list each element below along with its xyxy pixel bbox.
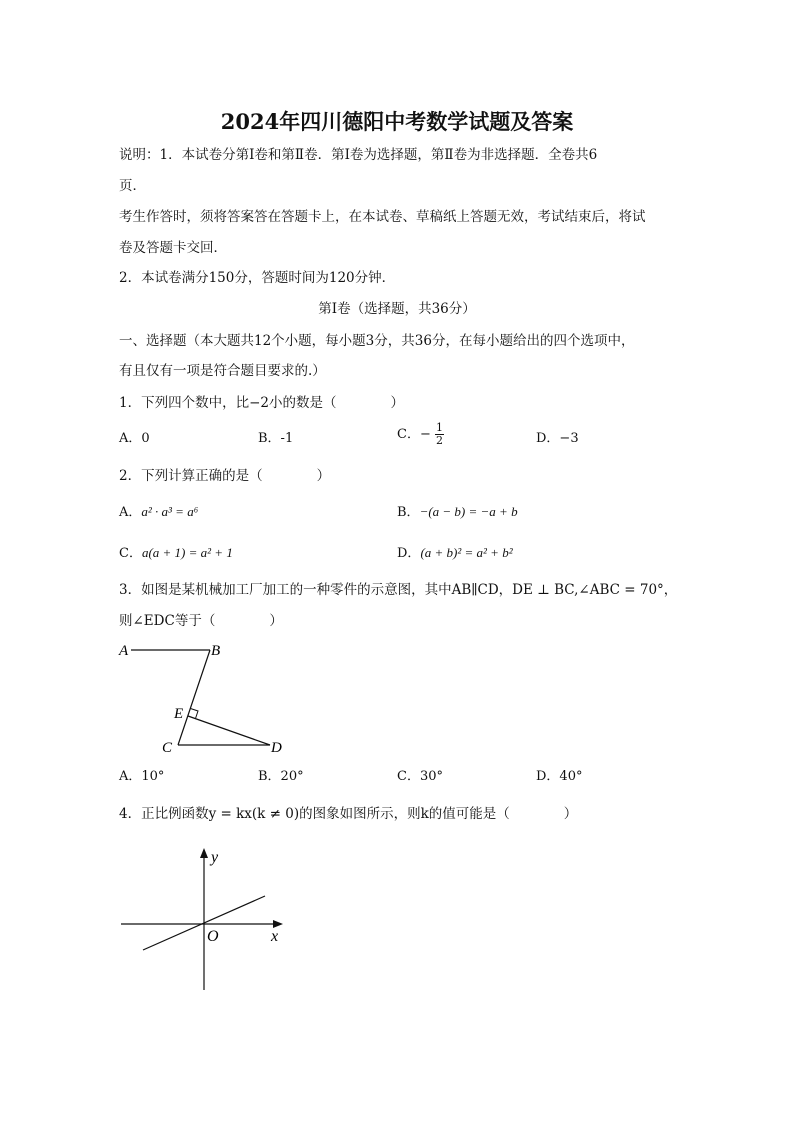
q2-option-b (397, 502, 518, 523)
q1-option-c-prefix: C．− (397, 427, 431, 442)
option-label: C． (119, 546, 142, 561)
option-expression: a(a + 1) = a² + 1 (141, 545, 233, 560)
label-c: C (162, 740, 173, 756)
label-origin: O (207, 928, 219, 945)
label-y: y (211, 849, 219, 866)
page-title: 2024年四川德阳中考数学试题及答案 (220, 109, 574, 134)
q1-option-d: D．−3 (536, 431, 579, 446)
instruction-line-1: 说明：1．本试卷分第Ⅰ卷和第Ⅱ卷．第Ⅰ卷为选择题，第Ⅱ卷为非选择题．全卷共6 (119, 147, 598, 163)
q2-option-c (119, 543, 233, 564)
option-expression: (a + b)² = a² + b² (420, 545, 513, 560)
option-label: D． (397, 546, 421, 561)
label-a: A (119, 643, 129, 659)
segment-ed (188, 716, 270, 745)
q3-stem-1: 3．如图是某机械加工厂加工的一种零件的示意图，其中AB∥CD，DE ⊥ BC,∠ABC = 70°， (119, 582, 678, 598)
q1-option-c (397, 422, 444, 447)
fraction-numerator: 1 (435, 421, 443, 434)
x-axis-arrow-icon (273, 920, 283, 928)
instruction-line-4: 卷及答题卡交回． (119, 240, 227, 256)
section-intro-1: 一、选择题（本大题共12个小题，每小题3分，共36分，在每小题给出的四个选项中， (119, 333, 635, 349)
section-title: 第Ⅰ卷（选择题，共36分） (318, 301, 476, 317)
label-b: B (211, 643, 221, 659)
instruction-line-5: 2．本试卷满分150分，答题时间为120分钟． (119, 270, 396, 286)
section-intro-2: 有且仅有一项是符合题目要求的.） (119, 363, 326, 379)
q1-option-c-fraction (435, 422, 444, 447)
fraction-denominator: 2 (435, 434, 443, 447)
segment-bc (178, 650, 210, 745)
q4-stem: 4．正比例函数y = kx(k ≠ 0)的图象如图所示，则k的值可能是（ ） (119, 806, 578, 822)
instruction-line-2: 页． (119, 178, 146, 194)
label-d: D (271, 740, 282, 756)
option-label: A． (119, 505, 142, 520)
q3-option-d: D．40° (536, 769, 583, 784)
q3-stem-2: 则∠EDC等于（ ） (119, 613, 283, 629)
q3-option-b: B．20° (258, 769, 304, 784)
option-label: B． (397, 505, 420, 520)
label-x: x (271, 928, 279, 945)
q2-option-d (397, 543, 513, 564)
option-expression: a² · a³ = a⁶ (141, 504, 199, 519)
q1-option-b: B．-1 (258, 431, 294, 446)
instruction-line-3: 考生作答时，须将答案答在答题卡上，在本试卷、草稿纸上答题无效，考试结束后，将试 (119, 209, 646, 225)
y-axis-arrow-icon (200, 848, 208, 858)
label-e: E (174, 706, 184, 722)
q4-graph (115, 840, 295, 995)
q3-option-a: A．10° (119, 769, 165, 784)
q3-option-c: C．30° (397, 769, 443, 784)
q2-option-a (119, 502, 198, 523)
q1-option-a: A．0 (119, 431, 150, 446)
option-expression: −(a − b) = −a + b (419, 504, 518, 519)
q2-stem: 2．下列计算正确的是（ ） (119, 468, 331, 484)
q3-figure (110, 638, 300, 760)
q1-stem: 1．下列四个数中，比−2小的数是（ ） (119, 395, 404, 411)
